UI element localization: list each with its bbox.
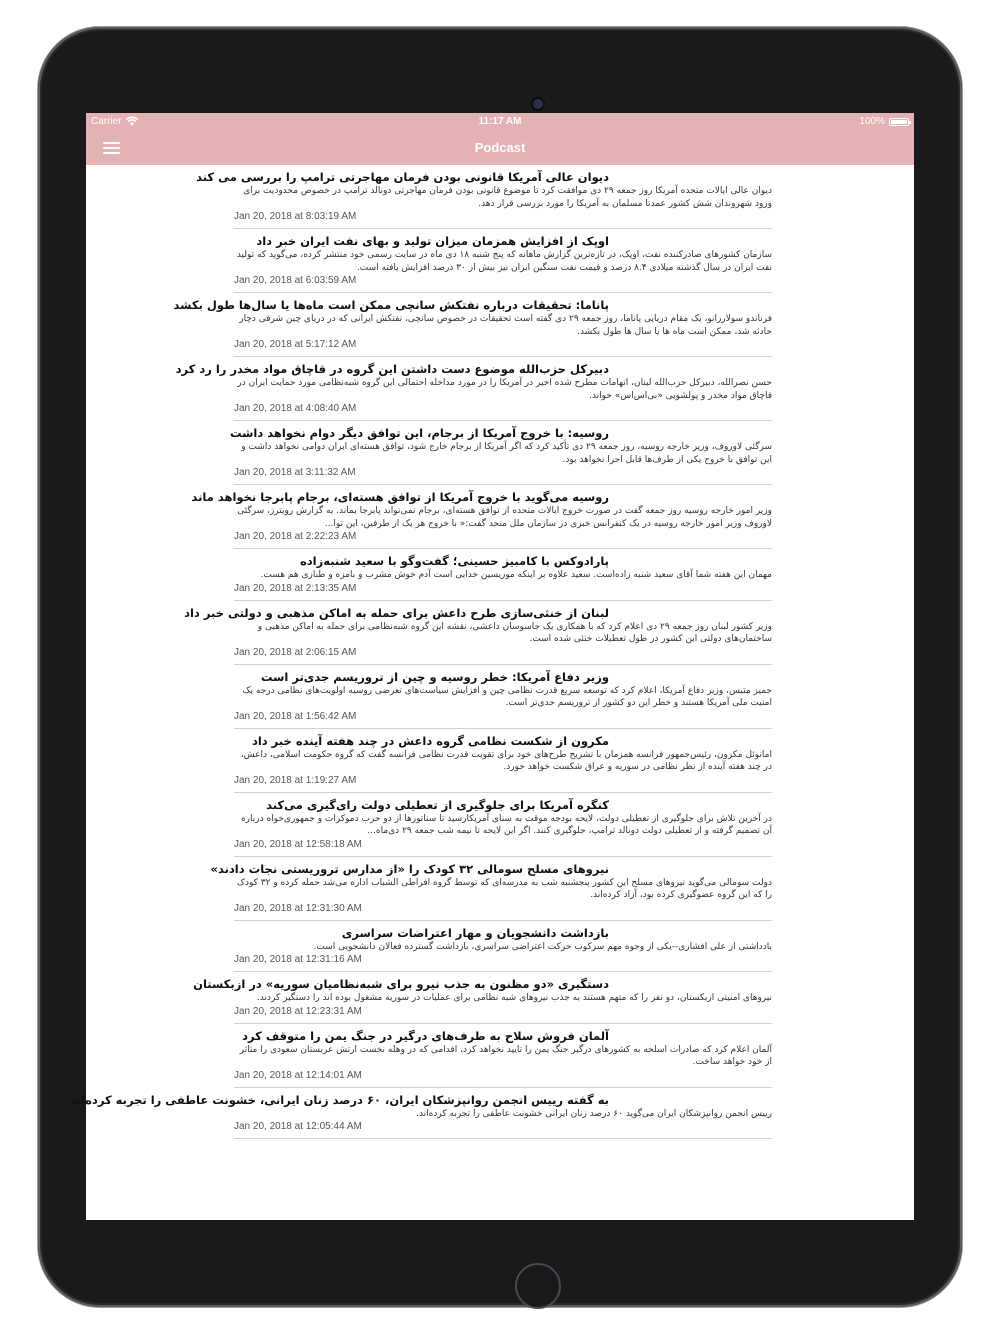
status-time: 11:17 AM [478,116,522,127]
article-date: Jan 20, 2018 at 12:23:31 AM [234,1005,362,1017]
list-item[interactable] [234,229,772,293]
article-date: Jan 20, 2018 at 12:14:01 AM [234,1069,362,1081]
list-item[interactable] [173,293,772,357]
page-title: Podcast [474,140,526,155]
article-description: رییس انجمن روانپزشکان ایران می‌گوید ۶۰ درصد زنان ایرانی خشونت عاطفی را تجربه کرده‌اند. [416,1108,772,1119]
article-description: دیوان عالی ایالات متحده آمریکا روز جمعه ۲۹ دی موافقت کرد تا موضوع قانونی بودن فرمان مهاجرتی دونالد ترامپ در خصوص محدودیت برای ورود شهروندان شش کشور عمدتا مسلمان به آمریکا را مورد بررسی قرار دهد. [243,186,772,209]
article-date: Jan 20, 2018 at 12:31:30 AM [234,902,362,914]
article-date: Jan 20, 2018 at 2:22:23 AM [234,531,357,542]
status-bar [86,113,914,132]
list-item[interactable] [234,921,772,973]
article-description: وزیر کشور لبنان روز جمعه ۲۹ دی اعلام کرد که با همکاری یک جاسوسان داعشی، نقشه این گروه شبه‌نظامی برای حمله به اماکن مذهبی و ساختمان‌های دولتی این کشور در طول تعطیلات خنثی شده است. [257,621,772,644]
article-description: دولت سومالی می‌گوید نیروهای مسلح این کشور پنجشنبه شب به مدرسه‌ای که توسط گروه افراطی الشباب اداره می‌شد حمله کرده و ۳۲ کودک را که این گروه عضوگیری کرده بود، آزاد کرده‌اند. [236,877,772,900]
article-date: Jan 20, 2018 at 2:06:15 AM [234,646,357,658]
article-description: یادداشتی از علی افشاری--یکی از وجوه مهم سرکوب حرکت اعتراضی سراسری، بازداشت گسترده فعالان دانشجویی است. [313,941,772,952]
list-item[interactable] [70,1088,772,1140]
article-date: Jan 20, 2018 at 1:19:27 AM [234,774,357,786]
battery-indicator [859,116,909,127]
article-title: دیوان عالی آمریکا قانونی بودن فرمان مهاجرتی ترامپ را بررسی می کند [196,170,609,184]
carrier-label: Carrier [91,116,122,127]
article-date: Jan 20, 2018 at 5:17:12 AM [234,339,357,350]
list-item[interactable] [234,549,772,601]
article-date: Jan 20, 2018 at 3:11:32 AM [234,467,356,478]
article-title: آلمان فروش سلاح به طرف‌های درگیر در جنگ یمن را متوقف کرد [242,1028,609,1043]
article-title: بازداشت دانشجویان و مهار اعتراضات سراسری [341,925,609,940]
list-item[interactable] [234,665,772,729]
list-item[interactable] [175,357,772,421]
article-date: Jan 20, 2018 at 12:05:44 AM [234,1121,362,1132]
article-description: حسن نصرالله، دبیرکل حزب‌الله لبنان، اتهامات مطرح شده اخیر در آمریکا را در مورد مداخله احتمالی این گروه شبه‌نظامی مورد حمایت ایران در قاچاق مواد مخدر و پولشویی «بی‌اس‌اس» خواند. [237,378,772,401]
article-description: فرناندو سولارزانو، یک مقام دریایی پاناما، روز جمعه ۲۹ دی گفته است تحقیقات در خصوص سانچی، نفتکش ایرانی که در دریای چین شرقی دچار حادثه شد، ممکن است ماه ها یا سال ها طول بکشد. [239,314,772,337]
battery-percentage: 100% [859,116,885,127]
article-description: جمیز متیس، وزیر دفاع آمریکا، اعلام کرد که توسعه سریع قدرت نظامی چین و افزایش سیاست‌های تعرضی روسیه اولویت‌های نظامی درجه یک امنیت ملی آمریکا هستند و خطر این دو کشور از تروریسم جدی‌تر است. [242,685,772,708]
article-title: مکرون از شکست نظامی گروه داعش در چند هفته آینده خبر داد [251,733,609,748]
article-date: Jan 20, 2018 at 2:13:35 AM [234,582,357,594]
article-description: آلمان اعلام کرد که صادرات اسلحه به کشورهای درگیر جنگ یمن را تایید نخواهد کرد، اقدامی که در وهله نخست ارتش عربستان سعودی را متاثر از خود خواهد ساخت. [239,1044,772,1067]
article-title: دبیرکل حزب‌الله موضوع دست داشتن این گروه در قاچاق مواد مخدر را رد کرد [175,362,609,376]
article-title: وزیر دفاع آمریکا: خطر روسیه و چین از تروریسم جدی‌تر است [260,669,609,684]
list-item[interactable] [234,793,772,857]
list-item[interactable] [234,1024,772,1088]
article-description: سازمان کشورهای صادرکننده نفت، اوپک، در تازه‌ترین گزارش ماهانه که پنج شنبه ۱۸ دی ماه در سایت رسمی خود منتشر کرده، می‌گوید که تولید نفت ایران در سال گذشته میلادی ۸.۴ درصد و قیمت نفت سنگین ایران نیز بیش از ۳۰ درصد افزایش یافته است. [236,250,772,273]
article-date: Jan 20, 2018 at 12:58:18 AM [234,838,362,850]
article-description: مهمان این هفته شما آقای سعید شنبه زاده‌است. سعید علاوه بر اینکه موزیسین خدایی است آدم خوش مشرب و بامزه و طنازی هم هست. [260,570,772,580]
list-item[interactable] [184,601,772,665]
list-item[interactable] [193,972,772,1024]
list-item[interactable] [210,857,772,921]
article-title: نیروهای مسلح سومالی ۳۲ کودک را «از مدارس تروریستی نجات دادند» [210,861,609,876]
article-title: دستگیری «دو مظنون به جذب نیرو برای شبه‌نظامیان سوریه» در ازبکستان [193,977,609,991]
article-description: نیروهای امنیتی ازبکستان، دو نفر را که متهم هستند به جذب نیروهای شبه نظامی برای عملیات در سوریه مشغول بوده اند را دستگیر کردند. [256,993,772,1003]
article-description: امانوئل مکرون، رئیس‌جمهور فرانسه همزمان با تشریح طرح‌های خود برای تقویت قدرت نظامی فرانسه گفت که گروه حکومت اسلامی، داعش، در چند هفته آینده از نظر نظامی در سوریه و عراق شکست خواهد خورد. [240,749,772,772]
article-title: به گفته رییس انجمن روانپزشکان ایران، ۶۰ درصد زنان ایرانی، خشونت عاطفی را تجربه کرده‌اند [70,1092,609,1107]
article-title: روسیه می‌گوید با خروج آمریکا از توافق هسته‌ای، برجام پابرجا نخواهد ماند [191,490,609,504]
article-date: Jan 20, 2018 at 6:03:59 AM [234,275,357,286]
article-title: پارادوکس با کامبیز حسینی؛ گفت‌وگو با سعید شنبه‌زاده [299,554,609,568]
article-date: Jan 20, 2018 at 4:08:40 AM [234,403,357,414]
podcast-feed-list[interactable] [70,165,914,1220]
app-screen [70,113,914,1220]
navigation-bar [86,132,914,165]
article-title: اوپک از افزایش همزمان میزان تولید و بهای نفت ایران خبر داد [256,234,609,248]
article-description: در آخرین تلاش برای جلوگیری از تعطیلی دولت، لایحه بودجه موقت به سنای آمریکارسید تا سناتورها از دو حزب دموکرات و جمهوری‌خواه درباره آن تصمیم گرفته و از تعطیلی دولت دونالد ترامپ، جلوگیری کنند. اگر این لایحه تا نیمه شب جمعه ۲۹ دی‌ماه... [240,813,772,836]
article-date: Jan 20, 2018 at 1:56:42 AM [234,710,357,722]
home-button[interactable] [515,1263,561,1309]
list-item[interactable] [196,165,772,229]
article-title: لبنان از خنثی‌سازی طرح داعش برای حمله به اماکن مذهبی و دولتی خبر داد [184,605,609,620]
article-title: پاناما: تحقیقات درباره نفتکش سانچی ممکن است ماه‌ها یا سال‌ها طول بکشد [173,298,609,312]
article-description: وزیر امور خارجه روسیه روز جمعه گفت در صورت خروج ایالات متحده از توافق هسته‌ای، برجام نمی‌تواند پابرجا بماند. به گزارش رویترز، سرگئی لاوروف وزیر امور خارجه روسیه در یک کنفرانس خبری در سازمان ملل متحد گفت:« با خروج هر یک از طرفین، این توا... [237,506,772,529]
list-item[interactable] [234,729,772,793]
article-title: روسیه: با خروج آمریکا از برجام، این توافق دیگر دوام نخواهد داشت [229,426,609,440]
front-camera-icon [533,99,543,109]
article-date: Jan 20, 2018 at 12:31:16 AM [234,954,362,965]
article-title: کنگره آمریکا برای جلوگیری از تعطیلی دولت رای‌گیری می‌کند [266,797,609,812]
article-description: سرگئی لاوروف، وزیر خارجه روسیه، روز جمعه ۲۹ دی تأکید کرد که اگر آمریکا از برجام خارج شود، توافق هسته‌ای ایران دوامی نخواهد داشت و این توافق با خروج یکی از طرف‌ها قابل اجرا نخواهد بود. [241,442,772,465]
list-item[interactable] [229,421,772,485]
article-date: Jan 20, 2018 at 8:03:19 AM [234,211,357,222]
list-item[interactable] [191,485,772,549]
battery-icon [889,118,909,126]
